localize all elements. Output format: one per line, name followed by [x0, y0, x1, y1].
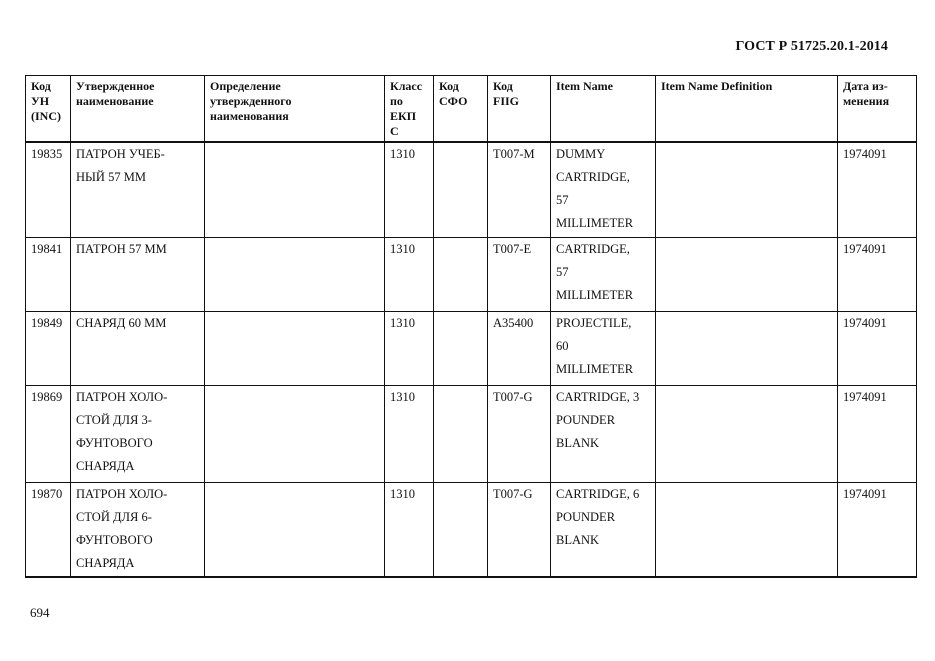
page-number: 694 — [30, 605, 50, 620]
cell-inc-code: 19870 — [26, 482, 71, 577]
header-item-name: Item Name — [551, 76, 656, 143]
cell-ekps-class: 1310 — [385, 385, 434, 482]
table-row — [26, 142, 917, 237]
header-inc-code: Код УН (INC) — [26, 76, 71, 143]
cell-item-name: PROJECTILE, 60 MILLIMETER — [551, 311, 656, 385]
cell-change-date: 1974091 — [838, 482, 917, 577]
cell-name-definition — [205, 142, 385, 237]
cell-sfo-code — [434, 237, 488, 311]
cell-item-name: CARTRIDGE, 57 MILLIMETER — [551, 237, 656, 311]
cell-item-name-definition — [656, 142, 838, 237]
table-row — [26, 311, 917, 385]
cell-fiig-code: T007-G — [488, 482, 551, 577]
header-ekps-class: Класс по ЕКП С — [385, 76, 434, 143]
cell-sfo-code — [434, 142, 488, 237]
cell-approved-name: ПАТРОН ХОЛО- СТОЙ ДЛЯ 3- ФУНТОВОГО СНАРЯДА — [71, 385, 205, 482]
header-item-name-definition: Item Name Definition — [656, 76, 838, 143]
cell-inc-code: 19869 — [26, 385, 71, 482]
cell-ekps-class: 1310 — [385, 237, 434, 311]
cell-name-definition — [205, 385, 385, 482]
cell-inc-code: 19849 — [26, 311, 71, 385]
cell-approved-name: ПАТРОН УЧЕБ- НЫЙ 57 ММ — [71, 142, 205, 237]
cell-change-date: 1974091 — [838, 142, 917, 237]
cell-fiig-code: T007-M — [488, 142, 551, 237]
cell-sfo-code — [434, 385, 488, 482]
cell-sfo-code — [434, 311, 488, 385]
cell-name-definition — [205, 311, 385, 385]
cell-name-definition — [205, 237, 385, 311]
cell-name-definition — [205, 482, 385, 577]
cell-inc-code: 19835 — [26, 142, 71, 237]
cell-item-name-definition — [656, 482, 838, 577]
cell-ekps-class: 1310 — [385, 142, 434, 237]
header-sfo-code: Код СФО — [434, 76, 488, 143]
cell-change-date: 1974091 — [838, 237, 917, 311]
cell-item-name: CARTRIDGE, 6 POUNDER BLANK — [551, 482, 656, 577]
cell-change-date: 1974091 — [838, 385, 917, 482]
cell-approved-name: ПАТРОН ХОЛО- СТОЙ ДЛЯ 6- ФУНТОВОГО СНАРЯДА — [71, 482, 205, 577]
cell-item-name: CARTRIDGE, 3 POUNDER BLANK — [551, 385, 656, 482]
cell-approved-name: ПАТРОН 57 ММ — [71, 237, 205, 311]
cell-item-name-definition — [656, 311, 838, 385]
cell-fiig-code: T007-E — [488, 237, 551, 311]
header-fiig-code: Код FIIG — [488, 76, 551, 143]
header-approved-name: Утвержденное наименование — [71, 76, 205, 143]
table-header-row — [26, 76, 917, 143]
cell-change-date: 1974091 — [838, 311, 917, 385]
cell-ekps-class: 1310 — [385, 482, 434, 577]
cell-approved-name: СНАРЯД 60 ММ — [71, 311, 205, 385]
cell-sfo-code — [434, 482, 488, 577]
cell-item-name-definition — [656, 237, 838, 311]
cell-fiig-code: T007-G — [488, 385, 551, 482]
cell-ekps-class: 1310 — [385, 311, 434, 385]
table-row — [26, 385, 917, 482]
cell-item-name-definition — [656, 385, 838, 482]
header-change-date: Дата из- менения — [838, 76, 917, 143]
table-row — [26, 237, 917, 311]
cell-fiig-code: A35400 — [488, 311, 551, 385]
document-standard-number: ГОСТ Р 51725.20.1-2014 — [735, 39, 888, 54]
table-row — [26, 482, 917, 577]
catalog-table — [25, 75, 917, 578]
cell-inc-code: 19841 — [26, 237, 71, 311]
header-name-definition: Определение утвержденного наименования — [205, 76, 385, 143]
cell-item-name: DUMMY CARTRIDGE, 57 MILLIMETER — [551, 142, 656, 237]
